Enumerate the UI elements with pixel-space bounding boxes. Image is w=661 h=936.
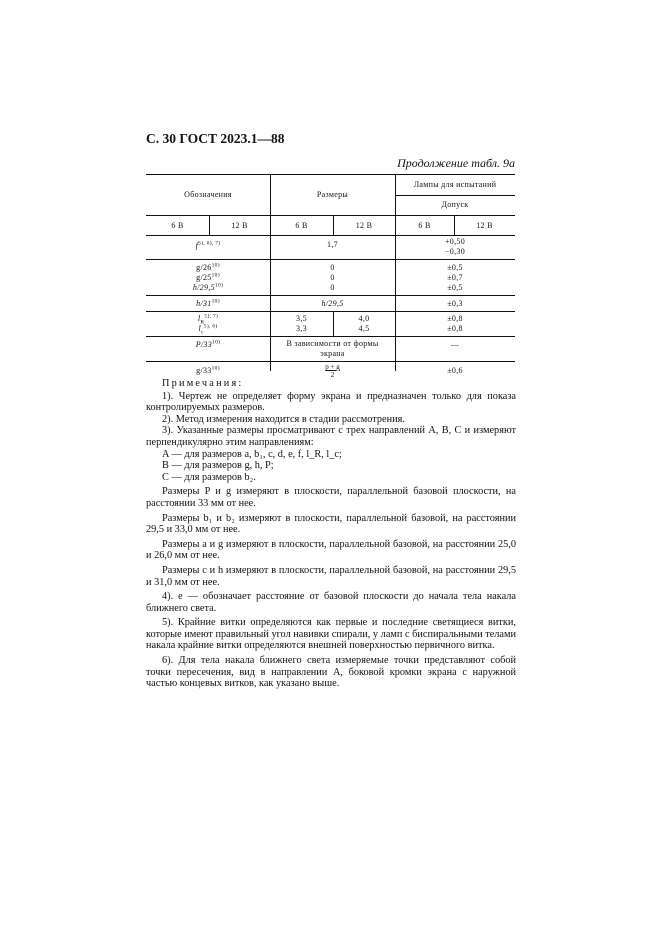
note-3-p-g: Размеры P и g измеряют в плоскости, параллельной базовой плоскости, на расстоянии 33 мм от нее. (146, 486, 516, 509)
note-3-direction-b: B — для размеров g, h, P; (162, 460, 274, 472)
row-label-lc: $l_c^{5), 6)}$ (198, 323, 218, 336)
subheader-12v: 12 В (355, 221, 373, 230)
dimension-value: 1,7 (327, 240, 338, 249)
row-label-f: $f^{5), 6), 7)}$ (195, 240, 221, 250)
dimension-value: 0 (330, 273, 335, 282)
note-3-c-h: Размеры c и h измеряют в плоскости, параллельной базовой, на расстоянии 29,5 и 31,0 мм от нее. (146, 564, 516, 588)
row-label-h29-5: h/29,5$^{10)}$ (192, 282, 224, 292)
tolerance-value: ±0,8 (447, 314, 463, 323)
note-3-b1-b2: Размеры b₁ и b₂ измеряют в плоскости, параллельной базовой, на расстоянии 29,5 и 33,0 мм от нее. (146, 512, 516, 536)
tolerance-value: ±0,5 (447, 283, 463, 292)
row-label-g33: g/33$^{10)}$ (196, 365, 220, 375)
dimension-note-line2: экрана (320, 349, 345, 358)
dimensions-table (146, 174, 515, 379)
page-header: С. 30 ГОСТ 2023.1—88 (146, 131, 285, 146)
tolerance-value: ±0,8 (447, 324, 463, 333)
dimension-12v: 4,0 (358, 314, 370, 323)
subheader-12v: 12 В (231, 221, 248, 230)
col-header-designation: Обозначения (184, 190, 232, 199)
note-3-direction-c: C — для размеров b₂. (162, 471, 256, 483)
dimension-value: h/29,5 (321, 299, 344, 308)
dimension-note-line1: В зависимости от формы (286, 339, 379, 348)
fraction-denominator: 2 (330, 371, 335, 379)
note-4: 4). e — обозначает расстояние от базовой плоскости до начала тела накала ближнего света. (146, 591, 516, 614)
tolerance-value: ±0,6 (447, 366, 463, 375)
note-3-direction-a: A — для размеров a, b₁, c, d, e, f, l_R, l_c; (162, 448, 342, 460)
row-label-lr: $l_R^{5), 7)}$ (197, 313, 219, 326)
tolerance-value: ±0,5 (447, 263, 463, 272)
tolerance-plus: +0,50 (444, 237, 465, 246)
subheader-6v: 6 В (171, 221, 184, 230)
note-5: 5). Крайние витки определяются как первые и последние светящиеся витки, которые имеют правильный угол навивки спирали, у ламп с биспиральными телами накала крайние витки определяются внешней поверхностью первичного витка. (146, 617, 516, 652)
note-3-a-g: Размеры a и g измеряют в плоскости, параллельной базовой, на расстоянии 25,0 и 26,0 мм от нее. (146, 538, 516, 562)
tolerance-value: ±0,7 (447, 273, 463, 282)
row-label-p33: P/33$^{10)}$ (195, 339, 221, 349)
note-3: 3). Указанные размеры просматривают с трех направлений A, B, C и измеряют перпендикулярно этим направлениям: (146, 425, 516, 448)
tolerance-value: — (450, 340, 460, 349)
dimension-6v: 3,5 (296, 314, 307, 323)
notes-heading: Примечания: (162, 378, 244, 389)
tolerance-minus: −0,30 (444, 247, 465, 256)
dimension-12v: 4,5 (358, 324, 370, 333)
table-continuation-caption: Продолжение табл. 9а (397, 156, 515, 170)
subheader-6v: 6 В (418, 221, 431, 230)
notes-section (146, 378, 516, 690)
note-6: 6). Для тела накала ближнего света измеряемые точки представляют собой точки пересечения, вид в направлении A, боковой кромки экрана с наружной частью концевых витков, как указано выше. (146, 655, 516, 690)
col-header-dimensions: Размеры (316, 190, 349, 199)
row-label-h31: h/31$^{10)}$ (196, 298, 220, 308)
note-1: 1). Чертеж не определяет форму экрана и предназначен только для показа контролируемых размеров. (146, 390, 516, 414)
note-2: 2). Метод измерения находится в стадии рассмотрения. (162, 413, 405, 425)
dimension-value: 0 (330, 263, 335, 272)
subheader-12v: 12 В (476, 221, 493, 230)
col-header-tolerance: Допуск (441, 200, 469, 209)
tolerance-value: ±0,3 (447, 299, 463, 308)
dimension-value: 0 (330, 283, 335, 292)
col-header-lamps: Лампы для испытаний (413, 180, 497, 189)
row-label-g26: g/26$^{10)}$ (196, 262, 220, 272)
row-label-g25: g/25$^{10)}$ (196, 272, 220, 282)
dimension-fraction (270, 363, 395, 379)
dimension-6v: 3,3 (296, 324, 307, 333)
subheader-6v: 6 В (295, 221, 308, 230)
fraction-numerator: p + g (325, 363, 340, 371)
